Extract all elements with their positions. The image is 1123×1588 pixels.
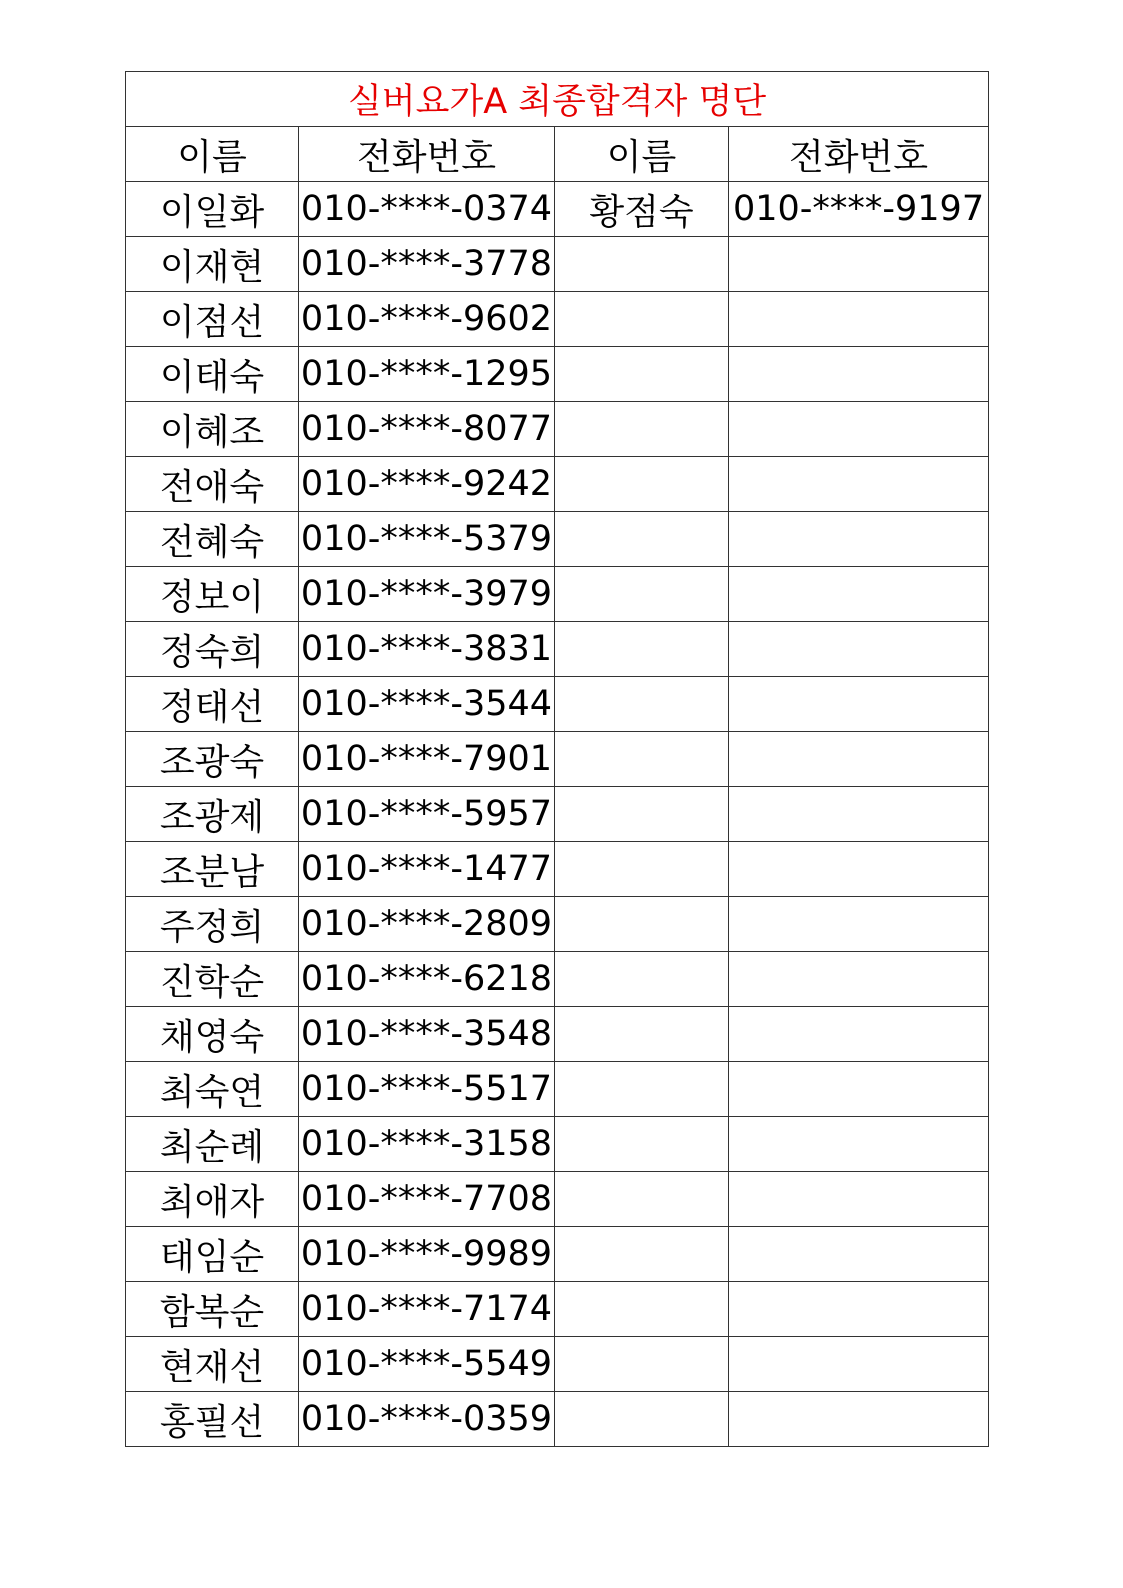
phone-cell: 010-****-5957: [299, 787, 555, 842]
name-cell: 채영숙: [126, 1007, 299, 1062]
name-cell: [555, 732, 729, 787]
name-cell: [555, 1227, 729, 1282]
phone-cell: 010-****-3778: [299, 237, 555, 292]
name-cell: [555, 1172, 729, 1227]
phone-cell: [729, 1172, 989, 1227]
table-row: [126, 567, 989, 622]
phone-cell: 010-****-5517: [299, 1062, 555, 1117]
phone-cell: [729, 292, 989, 347]
phone-cell: 010-****-5379: [299, 512, 555, 567]
header-phone-2: 전화번호: [729, 127, 989, 182]
name-cell: 이태숙: [126, 347, 299, 402]
phone-cell: 010-****-0359: [299, 1392, 555, 1447]
name-cell: 함복순: [126, 1282, 299, 1337]
name-cell: 최숙연: [126, 1062, 299, 1117]
phone-cell: 010-****-6218: [299, 952, 555, 1007]
name-cell: [555, 457, 729, 512]
table-row: [126, 182, 989, 237]
table-row: [126, 512, 989, 567]
name-cell: [555, 567, 729, 622]
phone-cell: [729, 1117, 989, 1172]
table-row: [126, 897, 989, 952]
phone-cell: 010-****-1477: [299, 842, 555, 897]
phone-cell: [729, 1337, 989, 1392]
name-cell: [555, 952, 729, 1007]
phone-cell: 010-****-9242: [299, 457, 555, 512]
table-row: [126, 842, 989, 897]
name-cell: 조광제: [126, 787, 299, 842]
phone-cell: 010-****-9197: [729, 182, 989, 237]
phone-cell: [729, 677, 989, 732]
name-cell: 홍필선: [126, 1392, 299, 1447]
phone-cell: 010-****-9989: [299, 1227, 555, 1282]
name-cell: [555, 1392, 729, 1447]
name-cell: [555, 1117, 729, 1172]
phone-cell: [729, 1062, 989, 1117]
name-cell: [555, 512, 729, 567]
table-row: [126, 237, 989, 292]
phone-cell: [729, 1007, 989, 1062]
phone-cell: 010-****-3548: [299, 1007, 555, 1062]
name-cell: 진학순: [126, 952, 299, 1007]
name-cell: 정숙희: [126, 622, 299, 677]
phone-cell: [729, 787, 989, 842]
phone-cell: [729, 402, 989, 457]
phone-cell: [729, 622, 989, 677]
phone-cell: [729, 1227, 989, 1282]
table-row: [126, 1117, 989, 1172]
name-cell: 황점숙: [555, 182, 729, 237]
name-cell: 최순례: [126, 1117, 299, 1172]
phone-cell: 010-****-0374: [299, 182, 555, 237]
phone-cell: 010-****-2809: [299, 897, 555, 952]
table-row: [126, 732, 989, 787]
table-row: [126, 1282, 989, 1337]
table-row: [126, 347, 989, 402]
phone-cell: 010-****-3158: [299, 1117, 555, 1172]
phone-cell: [729, 952, 989, 1007]
name-cell: 전혜숙: [126, 512, 299, 567]
phone-cell: [729, 1392, 989, 1447]
table-row: [126, 677, 989, 732]
name-cell: [555, 237, 729, 292]
phone-cell: [729, 1282, 989, 1337]
phone-cell: 010-****-7174: [299, 1282, 555, 1337]
name-cell: 최애자: [126, 1172, 299, 1227]
name-cell: [555, 897, 729, 952]
name-cell: 주정희: [126, 897, 299, 952]
name-cell: [555, 1062, 729, 1117]
phone-cell: 010-****-1295: [299, 347, 555, 402]
name-cell: 이혜조: [126, 402, 299, 457]
header-phone-1: 전화번호: [299, 127, 555, 182]
name-cell: 현재선: [126, 1337, 299, 1392]
name-cell: 정보이: [126, 567, 299, 622]
name-cell: [555, 292, 729, 347]
table-row: [126, 1007, 989, 1062]
header-name-2: 이름: [555, 127, 729, 182]
table-row: [126, 402, 989, 457]
table-row: [126, 1227, 989, 1282]
phone-cell: [729, 347, 989, 402]
name-cell: [555, 402, 729, 457]
name-cell: [555, 677, 729, 732]
phone-cell: [729, 512, 989, 567]
phone-cell: 010-****-9602: [299, 292, 555, 347]
table-row: [126, 1172, 989, 1227]
name-cell: 이재현: [126, 237, 299, 292]
title-row: [126, 72, 989, 127]
header-row: [126, 127, 989, 182]
name-cell: [555, 787, 729, 842]
phone-cell: [729, 732, 989, 787]
name-cell: 태임순: [126, 1227, 299, 1282]
phone-cell: 010-****-8077: [299, 402, 555, 457]
name-cell: [555, 1337, 729, 1392]
name-cell: 전애숙: [126, 457, 299, 512]
header-name-1: 이름: [126, 127, 299, 182]
phone-cell: 010-****-7708: [299, 1172, 555, 1227]
roster-table: [125, 71, 989, 1447]
phone-cell: [729, 897, 989, 952]
table-row: [126, 787, 989, 842]
document-title: 실버요가A 최종합격자 명단: [126, 72, 989, 127]
phone-cell: 010-****-5549: [299, 1337, 555, 1392]
name-cell: 이점선: [126, 292, 299, 347]
table-row: [126, 1337, 989, 1392]
name-cell: [555, 1282, 729, 1337]
table-row: [126, 457, 989, 512]
table-row: [126, 292, 989, 347]
table-row: [126, 1392, 989, 1447]
table-row: [126, 622, 989, 677]
table-row: [126, 1062, 989, 1117]
name-cell: 조광숙: [126, 732, 299, 787]
name-cell: [555, 1007, 729, 1062]
phone-cell: [729, 567, 989, 622]
name-cell: [555, 347, 729, 402]
name-cell: [555, 622, 729, 677]
roster-body: [126, 72, 989, 1447]
name-cell: 정태선: [126, 677, 299, 732]
phone-cell: 010-****-3831: [299, 622, 555, 677]
phone-cell: [729, 237, 989, 292]
table-row: [126, 952, 989, 1007]
phone-cell: [729, 457, 989, 512]
phone-cell: 010-****-3544: [299, 677, 555, 732]
phone-cell: 010-****-3979: [299, 567, 555, 622]
phone-cell: [729, 842, 989, 897]
name-cell: [555, 842, 729, 897]
phone-cell: 010-****-7901: [299, 732, 555, 787]
name-cell: 이일화: [126, 182, 299, 237]
name-cell: 조분남: [126, 842, 299, 897]
